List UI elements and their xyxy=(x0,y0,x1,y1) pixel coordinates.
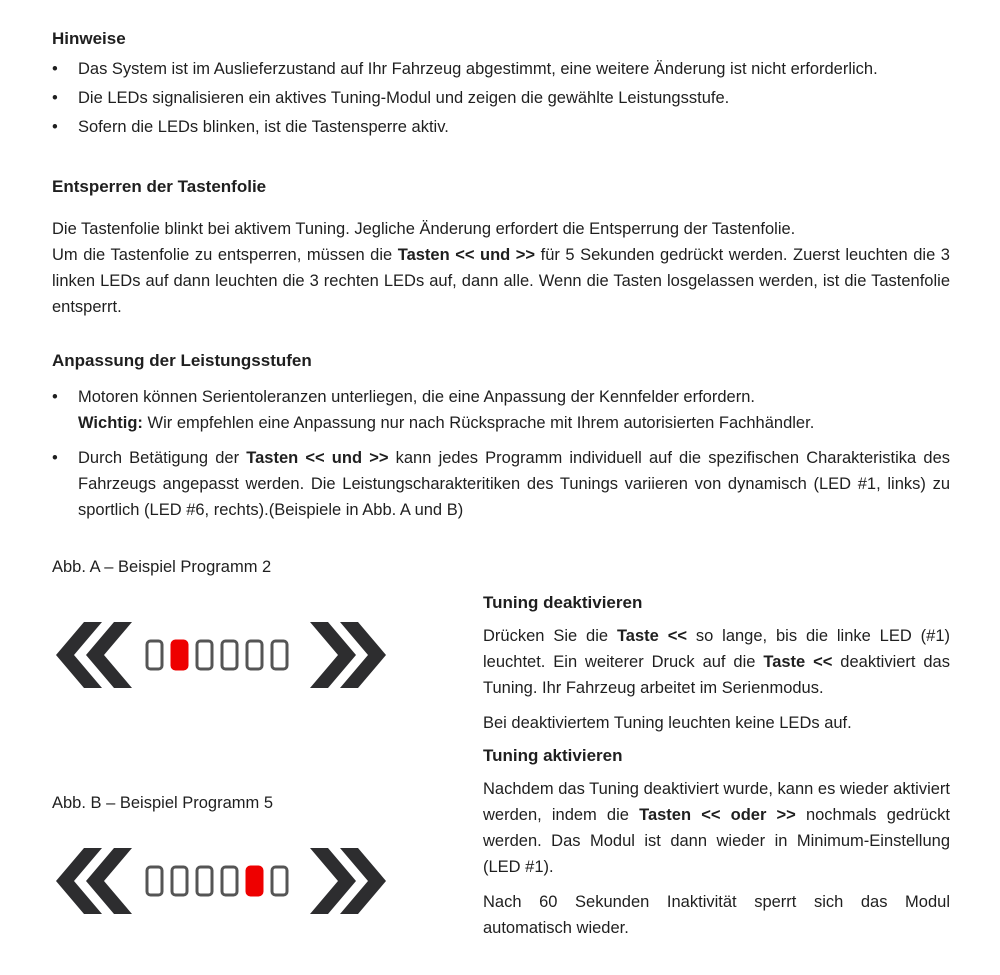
list-item xyxy=(52,114,950,140)
bullet-text: Motoren können Serientoleranzen unterliegen, die eine Anpassung der Kennfelder erfordern. Wichtig: Wir empfehlen eine Anpassung nur nach Rücksprache mit Ihrem autorisierten Fachhändler. xyxy=(78,388,815,432)
bullet-marker: • xyxy=(52,118,58,136)
section-tuning-toggle xyxy=(483,592,950,950)
bullet-text: Durch Betätigung der Tasten << und >> kann jedes Programm individuell auf die spezifischen Charakteristika des Fahrzeugs angepasst werden. Die Leistungscharakteritiken des Tunings variieren von dynamisch (LED #1, links) zu sportlich (LED #6, rechts).(Beispiele in Abb. A und B) xyxy=(78,449,950,519)
paragraph: Bei deaktiviertem Tuning leuchten keine LEDs auf. xyxy=(483,714,852,732)
bullet-marker: • xyxy=(52,449,58,467)
list-item xyxy=(52,85,950,111)
led-5 xyxy=(247,867,262,895)
paragraph: Drücken Sie die Taste << so lange, bis die linke LED (#1) leuchtet. Ein weiterer Druck auf die Taste << deaktiviert das Tuning. Ihr Fahrzeug arbeitet im Serienmodus. xyxy=(483,627,951,697)
bullet-marker: • xyxy=(52,89,58,107)
led-display-figure-a xyxy=(56,614,386,696)
section-entsperren xyxy=(52,176,950,320)
paragraph: Um die Tastenfolie zu entsperren, müssen die Tasten << und >> für 5 Sekunden gedrückt werden. Zuerst leuchten die 3 linken LEDs auf dann leuchten die 3 rechten LEDs auf, dann alle. Wenn die Tasten losgelassen werden, ist die Tastenfolie entsperrt. xyxy=(52,246,950,316)
led-2 xyxy=(172,867,187,895)
section-hinweise xyxy=(52,28,950,143)
section-anpassung xyxy=(52,350,950,532)
led-display-figure-b xyxy=(56,840,386,922)
led-bar xyxy=(147,867,287,895)
led-6 xyxy=(272,641,287,669)
double-chevron-right-icon xyxy=(310,622,386,688)
section-title-anpassung: Anpassung der Leistungsstufen xyxy=(52,351,312,370)
figure-a-caption: Abb. A – Beispiel Programm 2 xyxy=(52,558,272,576)
led-6 xyxy=(272,867,287,895)
section-title-entsperren: Entsperren der Tastenfolie xyxy=(52,177,267,196)
figure-b-caption: Abb. B – Beispiel Programm 5 xyxy=(52,794,274,812)
double-chevron-left-icon xyxy=(56,622,132,688)
led-4 xyxy=(222,867,237,895)
led-5 xyxy=(247,641,262,669)
bullet-text: Das System ist im Auslieferzustand auf Ihr Fahrzeug abgestimmt, eine weitere Änderung ist nicht erforderlich. xyxy=(78,60,878,78)
led-3 xyxy=(197,641,212,669)
led-3 xyxy=(197,867,212,895)
led-1 xyxy=(147,641,162,669)
bullet-text: Sofern die LEDs blinken, ist die Tastensperre aktiv. xyxy=(78,118,449,136)
section-title-hinweise: Hinweise xyxy=(52,29,126,48)
led-4 xyxy=(222,641,237,669)
led-1 xyxy=(147,867,162,895)
bullet-marker: • xyxy=(52,60,58,78)
list-item xyxy=(52,445,950,523)
bullet-text: Die LEDs signalisieren ein aktives Tuning-Modul und zeigen die gewählte Leistungsstufe. xyxy=(78,89,730,107)
bullet-marker: • xyxy=(52,388,58,406)
list-item xyxy=(52,56,950,82)
list-item xyxy=(52,384,950,436)
paragraph: Die Tastenfolie blinkt bei aktivem Tuning. Jegliche Änderung erfordert die Entsperrung der Tastenfolie. xyxy=(52,220,796,238)
led-bar xyxy=(147,641,287,669)
led-2 xyxy=(172,641,187,669)
section-title-tuning-aktivieren: Tuning aktivieren xyxy=(483,746,623,765)
section-title-tuning-deaktivieren: Tuning deaktivieren xyxy=(483,593,643,612)
double-chevron-left-icon xyxy=(56,848,132,914)
paragraph: Nachdem das Tuning deaktiviert wurde, kann es wieder aktiviert werden, indem die Tasten << oder >> nochmals gedrückt werden. Das Modul ist dann wieder in Minimum-Einstellung (LED #1). xyxy=(483,780,950,876)
double-chevron-right-icon xyxy=(310,848,386,914)
paragraph: Nach 60 Sekunden Inaktivität sperrt sich das Modul automatisch wieder. xyxy=(483,893,950,937)
